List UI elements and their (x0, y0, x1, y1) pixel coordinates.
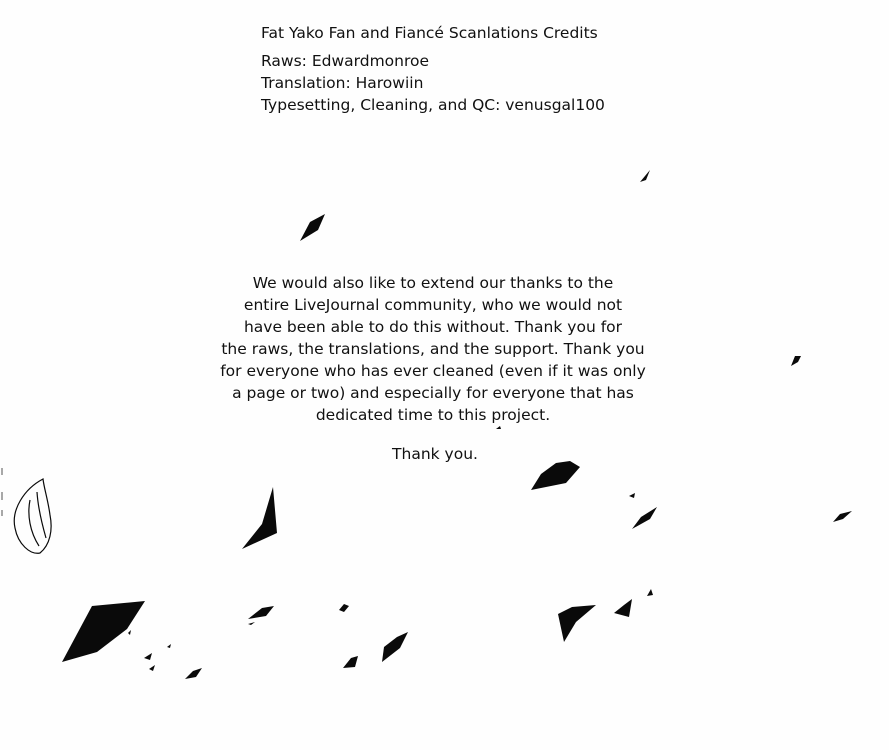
petal-shape (629, 493, 635, 498)
thanks-line: have been able to do this without. Thank you for (243, 318, 623, 336)
petal-shape (339, 604, 349, 612)
petal-shape (531, 461, 580, 490)
petal-shape (149, 665, 155, 671)
raws-credit: Raws: Edwardmonroe (261, 52, 430, 70)
thank-you-signoff: Thank you. (392, 445, 478, 463)
petal-shape (640, 170, 650, 182)
credits-block (261, 22, 681, 116)
petal-shape (343, 656, 358, 668)
petal-shape (128, 630, 131, 635)
thanks-line: dedicated time to this project. (315, 406, 551, 424)
petal-shape (382, 632, 408, 662)
thanks-line: the raws, the translations, and the support. Thank you (221, 340, 645, 358)
petal-shape (167, 644, 171, 648)
credits-title: Fat Yako Fan and Fiancé Scanlations Credits (261, 24, 598, 42)
petal-shape (632, 507, 657, 529)
typesetting-credit: Typesetting, Cleaning, and QC: venusgal100 (261, 96, 605, 114)
petal-shape (300, 214, 325, 241)
petal-shape (62, 601, 145, 662)
thanks-line: a page or two) and especially for everyone that has (232, 384, 634, 402)
thanks-line: for everyone who has ever cleaned (even if it was only (220, 362, 646, 380)
petal-shape (614, 599, 632, 617)
petal-shape (496, 426, 501, 429)
petal-shape (185, 668, 202, 679)
petal-shape (144, 653, 152, 660)
thanks-line: entire LiveJournal community, who we would not (243, 296, 623, 314)
petal-shape (248, 622, 255, 625)
petal-shape (647, 589, 653, 596)
thanks-line: We would also like to extend our thanks to the (252, 274, 614, 292)
petal-shape (558, 605, 596, 642)
translation-credit: Translation: Harowiin (261, 74, 424, 92)
petal-shape (833, 511, 852, 522)
outlined-petal (14, 479, 51, 553)
petal-shape (791, 356, 801, 366)
thanks-paragraph (205, 272, 661, 426)
petal-shape (248, 606, 274, 619)
petal-shape (242, 487, 277, 549)
